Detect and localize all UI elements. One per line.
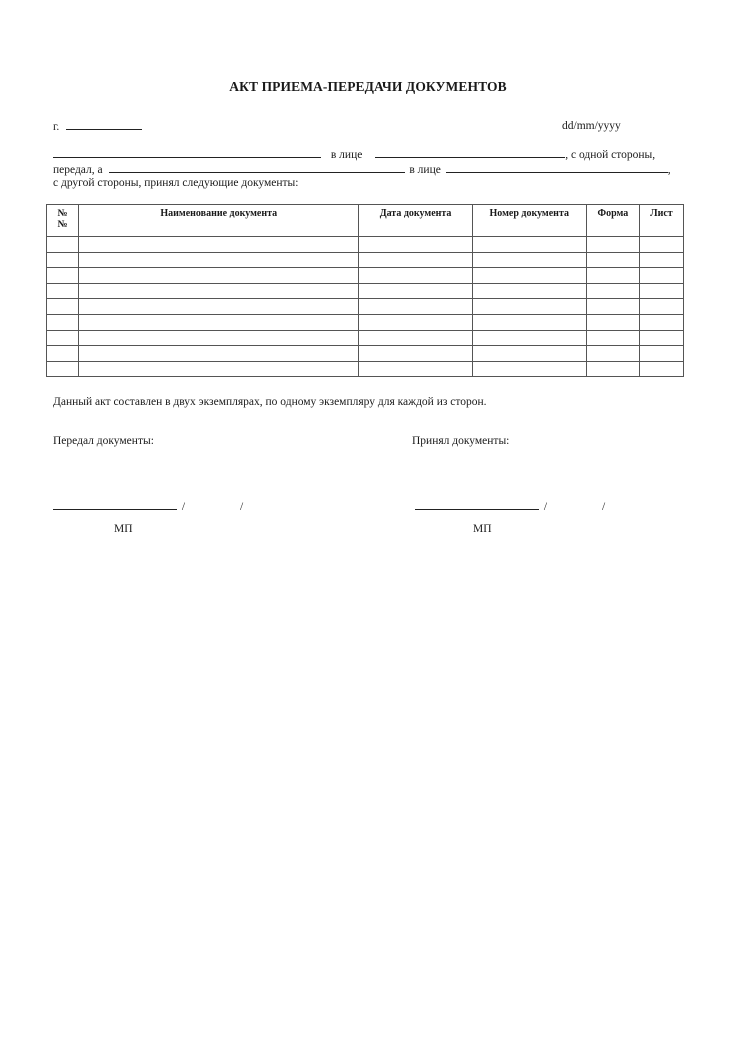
header-document-number: Номер документа <box>472 205 586 237</box>
table-cell <box>586 283 639 299</box>
table-cell <box>639 268 683 284</box>
left-signature-line <box>53 499 243 514</box>
header-number: № № <box>47 205 79 237</box>
table-cell <box>79 268 359 284</box>
one-side-text: , с одной стороны, <box>565 149 656 161</box>
left-stamp-label: МП <box>114 523 133 535</box>
city-line <box>53 119 142 134</box>
table-cell <box>639 314 683 330</box>
table-cell <box>47 361 79 377</box>
table-cell <box>472 268 586 284</box>
table-row <box>47 283 684 299</box>
table-cell <box>79 252 359 268</box>
table-cell <box>639 237 683 253</box>
closing-note: Данный акт составлен в двух экземплярах, по одному экземпляру для каждой из сторон. <box>53 396 487 408</box>
table-cell <box>47 237 79 253</box>
table-cell <box>47 314 79 330</box>
table-cell <box>79 299 359 315</box>
party1-blank <box>53 147 321 158</box>
city-prefix: г. <box>53 121 60 133</box>
representative1-blank <box>375 147 565 158</box>
table-row <box>47 361 684 377</box>
table-cell <box>359 314 472 330</box>
party-line-1 <box>53 147 655 162</box>
right-stamp-label: МП <box>473 523 492 535</box>
right-slash-1: / <box>543 501 548 513</box>
representative2-blank <box>446 162 668 173</box>
documents-table <box>46 204 684 377</box>
table-cell <box>639 330 683 346</box>
table-cell <box>47 330 79 346</box>
table-row <box>47 314 684 330</box>
table-row <box>47 330 684 346</box>
table-row <box>47 237 684 253</box>
table-row <box>47 299 684 315</box>
right-signature-blank <box>415 499 539 510</box>
table-cell <box>472 283 586 299</box>
transferred-label: передал, а <box>53 164 103 176</box>
table-cell <box>472 299 586 315</box>
city-blank <box>66 119 142 130</box>
date-placeholder: dd/mm/yyyy <box>562 120 621 132</box>
table-cell <box>359 299 472 315</box>
table-cell <box>472 252 586 268</box>
table-cell <box>639 361 683 377</box>
transferred-by-label: Передал документы: <box>53 435 154 447</box>
party2-blank <box>109 162 405 173</box>
table-cell <box>639 299 683 315</box>
right-slash-2: / <box>601 501 606 513</box>
comma-text: , <box>667 164 671 176</box>
table-body <box>47 237 684 377</box>
header-document-name: Наименование документа <box>79 205 359 237</box>
party-line-2 <box>53 162 671 177</box>
table-cell <box>47 268 79 284</box>
table-cell <box>586 346 639 362</box>
table-cell <box>79 346 359 362</box>
table-cell <box>79 314 359 330</box>
table-cell <box>586 252 639 268</box>
table-row <box>47 252 684 268</box>
table-cell <box>47 299 79 315</box>
table-cell <box>359 268 472 284</box>
received-by-label: Принял документы: <box>412 435 510 447</box>
table-cell <box>472 346 586 362</box>
table-cell <box>586 330 639 346</box>
table-cell <box>79 283 359 299</box>
table-cell <box>472 237 586 253</box>
table-cell <box>47 346 79 362</box>
table-cell <box>359 237 472 253</box>
table-cell <box>639 283 683 299</box>
table-cell <box>359 361 472 377</box>
table-row <box>47 268 684 284</box>
table-row <box>47 346 684 362</box>
left-slash-1: / <box>181 501 186 513</box>
table-cell <box>359 330 472 346</box>
table-cell <box>586 361 639 377</box>
table-cell <box>47 252 79 268</box>
table-header-row <box>47 205 684 237</box>
header-form: Форма <box>586 205 639 237</box>
table-cell <box>586 314 639 330</box>
left-slash-2: / <box>239 501 244 513</box>
table-cell <box>359 283 472 299</box>
header-sheet: Лист <box>639 205 683 237</box>
table-cell <box>79 237 359 253</box>
table-cell <box>79 361 359 377</box>
table-cell <box>359 346 472 362</box>
table-cell <box>639 346 683 362</box>
header-document-date: Дата документа <box>359 205 472 237</box>
table-cell <box>472 330 586 346</box>
document-title: АКТ ПРИЕМА-ПЕРЕДАЧИ ДОКУМЕНТОВ <box>229 79 507 94</box>
table-cell <box>586 268 639 284</box>
table-cell <box>472 314 586 330</box>
table-cell <box>586 299 639 315</box>
table-cell <box>47 283 79 299</box>
table-cell <box>639 252 683 268</box>
in-person-label-2: в лице <box>409 164 441 176</box>
table-cell <box>359 252 472 268</box>
other-side-text: с другой стороны, принял следующие документы: <box>53 177 299 189</box>
right-signature-line <box>415 499 605 514</box>
table-cell <box>472 361 586 377</box>
table-cell <box>79 330 359 346</box>
left-signature-blank <box>53 499 177 510</box>
table-cell <box>586 237 639 253</box>
in-person-label-1: в лице <box>330 149 363 161</box>
